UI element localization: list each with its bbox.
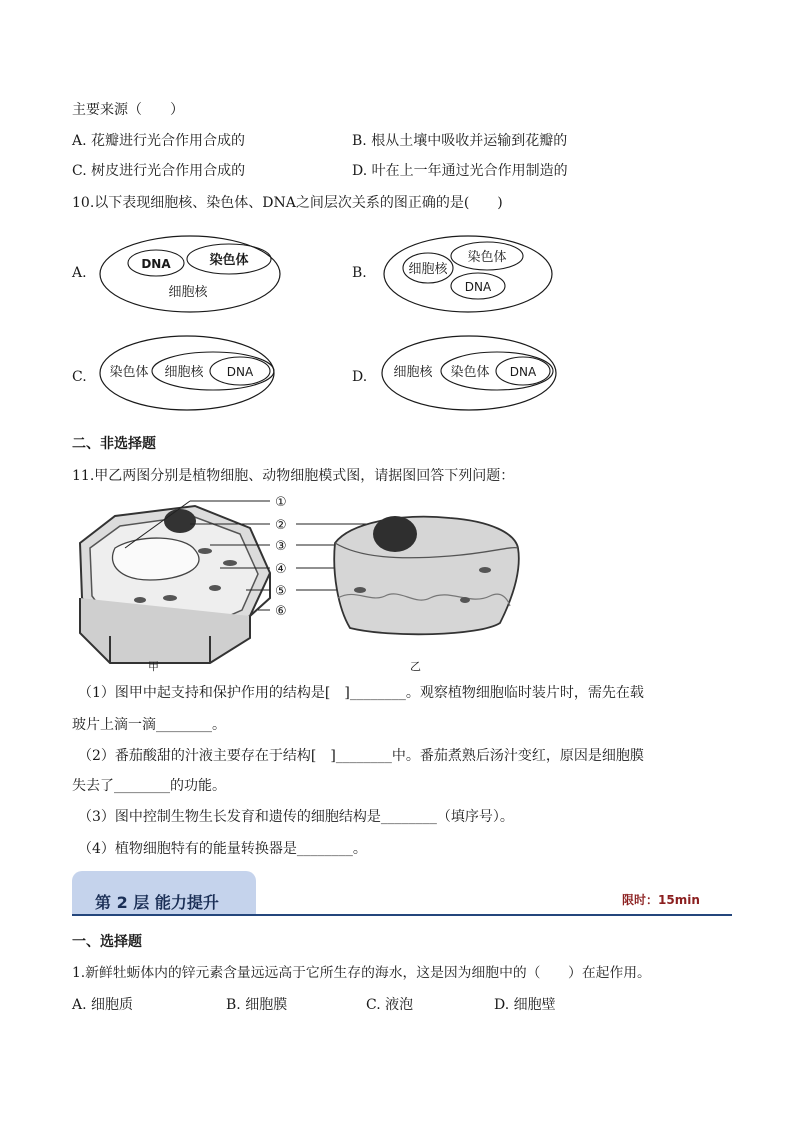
- q1-option-a: A. 细胞质: [72, 997, 134, 1013]
- diagram-c-dna: DNA: [226, 365, 254, 379]
- q1-stem: 1.新鲜牡蛎体内的锌元素含量远远高于它所生存的海水，这是因为细胞中的（ ）在起作用。: [72, 965, 651, 981]
- q10-label-c: C.: [72, 369, 87, 385]
- chloroplast: [223, 560, 237, 566]
- q10-stem: 10.以下表现细胞核、染色体、DNA之间层次关系的图正确的是( ): [72, 195, 503, 211]
- fig-label-yi: 乙: [410, 660, 421, 673]
- diagram-a-dna: DNA: [141, 257, 171, 271]
- diagram-c-chromosome: 染色体: [109, 365, 149, 380]
- chloroplast: [209, 585, 221, 591]
- plant-nucleus: [164, 509, 196, 533]
- marker-1: ①: [275, 495, 287, 510]
- chloroplast: [198, 548, 212, 554]
- diagram-c-nucleus: 细胞核: [164, 365, 204, 380]
- plant-vacuole: [112, 538, 199, 580]
- q1-option-b: B. 细胞膜: [226, 997, 288, 1013]
- diagram-a-outer-ellipse: [100, 236, 280, 312]
- q11-sub2-line2: 失去了________的功能。: [72, 778, 226, 794]
- marker-5: ⑤: [275, 584, 287, 599]
- q11-sub2-line1: （2）番茄酸甜的汁液主要存在于结构[ ]________中。番茄煮熟后汤汁变红，原因是细胞膜: [78, 748, 644, 764]
- time-limit: 限时：15min: [622, 893, 700, 907]
- section-non-choice-title: 二、非选择题: [72, 436, 156, 452]
- mitochondrion: [354, 587, 366, 593]
- mitochondrion: [479, 567, 491, 573]
- q10-label-d: D.: [352, 369, 368, 385]
- plant-cell: [80, 506, 270, 663]
- chloroplast: [134, 597, 146, 603]
- layer2-rule: [72, 914, 732, 916]
- animal-nucleus: [373, 516, 417, 552]
- mitochondrion: [460, 597, 470, 603]
- q10-diagram-d: [380, 333, 560, 413]
- q11-cell-figure: [70, 488, 530, 678]
- section-choice-title: 一、选择题: [72, 934, 142, 950]
- q11-sub1-line2: 玻片上滴一滴________。: [72, 717, 226, 733]
- q9-option-c: C. 树皮进行光合作用合成的: [72, 163, 246, 179]
- diagram-b-nucleus: 细胞核: [408, 262, 448, 277]
- diagram-a-nucleus: 细胞核: [168, 285, 208, 300]
- q9-option-b: B. 根从土壤中吸收并运输到花瓣的: [352, 133, 568, 149]
- marker-2: ②: [275, 518, 287, 533]
- q10-label-a: A.: [72, 265, 87, 281]
- q9-option-a: A. 花瓣进行光合作用合成的: [72, 133, 246, 149]
- diagram-d-nucleus: 细胞核: [393, 365, 433, 380]
- diagram-d-chromosome: 染色体: [450, 365, 490, 380]
- q1-option-d: D. 细胞壁: [494, 997, 556, 1013]
- q10-label-b: B.: [352, 265, 367, 281]
- diagram-a-chromosome: 染色体: [209, 253, 249, 268]
- layer2-title: 第 2 层 能力提升: [95, 893, 219, 912]
- diagram-d-dna: DNA: [509, 365, 537, 379]
- q10-diagram-b: [382, 234, 557, 314]
- chloroplast: [163, 595, 177, 601]
- q11-sub3: （3）图中控制生物生长发育和遗传的细胞结构是________（填序号）。: [78, 809, 514, 825]
- marker-6: ⑥: [275, 604, 287, 619]
- q10-diagram-a: [98, 234, 283, 314]
- q10-diagram-c: [98, 333, 278, 413]
- q1-option-c: C. 液泡: [366, 997, 414, 1013]
- q11-sub1-line1: （1）图甲中起支持和保护作用的结构是[ ]________。观察植物细胞临时装片时，需先在载: [78, 685, 644, 701]
- q9-stem-tail: 主要来源（ ）: [72, 102, 184, 118]
- animal-cell: [334, 516, 519, 634]
- diagram-b-dna: DNA: [464, 280, 492, 294]
- marker-4: ④: [275, 562, 287, 577]
- q9-option-d: D. 叶在上一年通过光合作用制造的: [352, 163, 568, 179]
- q11-stem: 11.甲乙两图分别是植物细胞、动物细胞模式图，请据图回答下列问题：: [72, 468, 515, 484]
- fig-label-jia: 甲: [148, 660, 159, 673]
- diagram-b-chromosome: 染色体: [467, 250, 507, 265]
- q11-sub4: （4）植物细胞特有的能量转换器是________。: [78, 841, 367, 857]
- marker-3: ③: [275, 539, 287, 554]
